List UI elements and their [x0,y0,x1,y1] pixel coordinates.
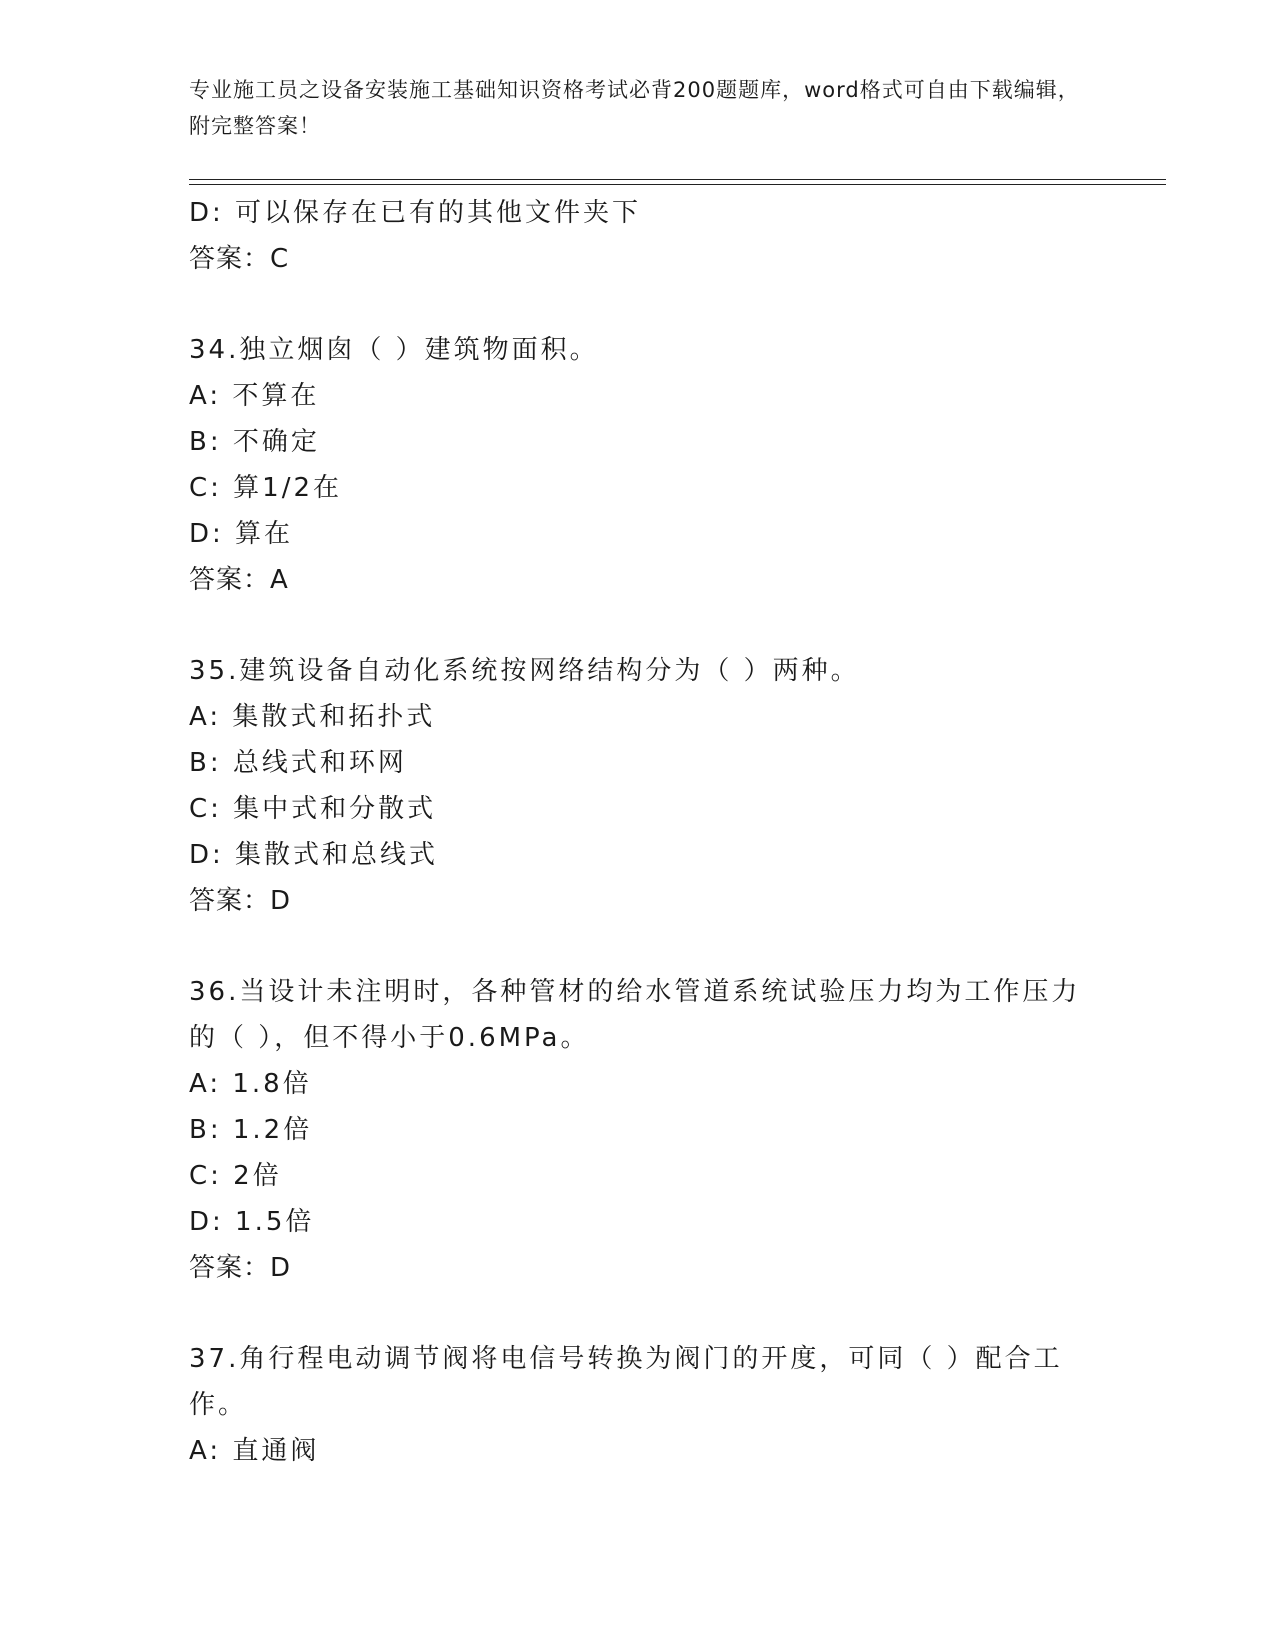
answer-line: 答案：D [189,886,292,916]
answer-line: 答案：C [189,244,290,274]
option-a: A: 集散式和拓扑式 [189,702,436,732]
document-header: 专业施工员之设备安装施工基础知识资格考试必背200题题库，word格式可自由下载编辑，附完整答案！ [189,78,1080,138]
question-stem: 37.角行程电动调节阀将电信号转换为阀门的开度，可同（ ）配合工作。 [189,1344,1063,1420]
option-c: C: 集中式和分散式 [189,794,437,824]
option-b: B: 不确定 [189,427,320,457]
answer-line: 答案：D [189,1253,292,1283]
option-a: A: 不算在 [189,381,320,411]
option-d: D: 1.5倍 [189,1207,315,1237]
option-c: C: 算1/2在 [189,473,343,503]
question-stem: 35.建筑设备自动化系统按网络结构分为（ ）两种。 [189,656,860,686]
option-b: B: 1.2倍 [189,1115,313,1145]
question-list [189,190,1089,1474]
option-d: D: 可以保存在已有的其他文件夹下 [189,198,642,228]
option-d: D: 算在 [189,519,294,549]
option-a: A: 1.8倍 [189,1069,312,1099]
answer-line: 答案：A [189,565,289,595]
option-c: C: 2倍 [189,1161,282,1191]
question-stem: 34.独立烟囱（ ）建筑物面积。 [189,335,599,365]
option-a: A: 直通阀 [189,1436,320,1466]
header-divider-top [189,179,1166,180]
option-d: D: 集散式和总线式 [189,840,439,870]
option-b: B: 总线式和环网 [189,748,407,778]
question-stem: 36.当设计未注明时，各种管材的给水管道系统试验压力均为工作压力的（ ），但不得小于0.6MPa。 [189,977,1081,1053]
header-divider-bottom [189,184,1166,185]
